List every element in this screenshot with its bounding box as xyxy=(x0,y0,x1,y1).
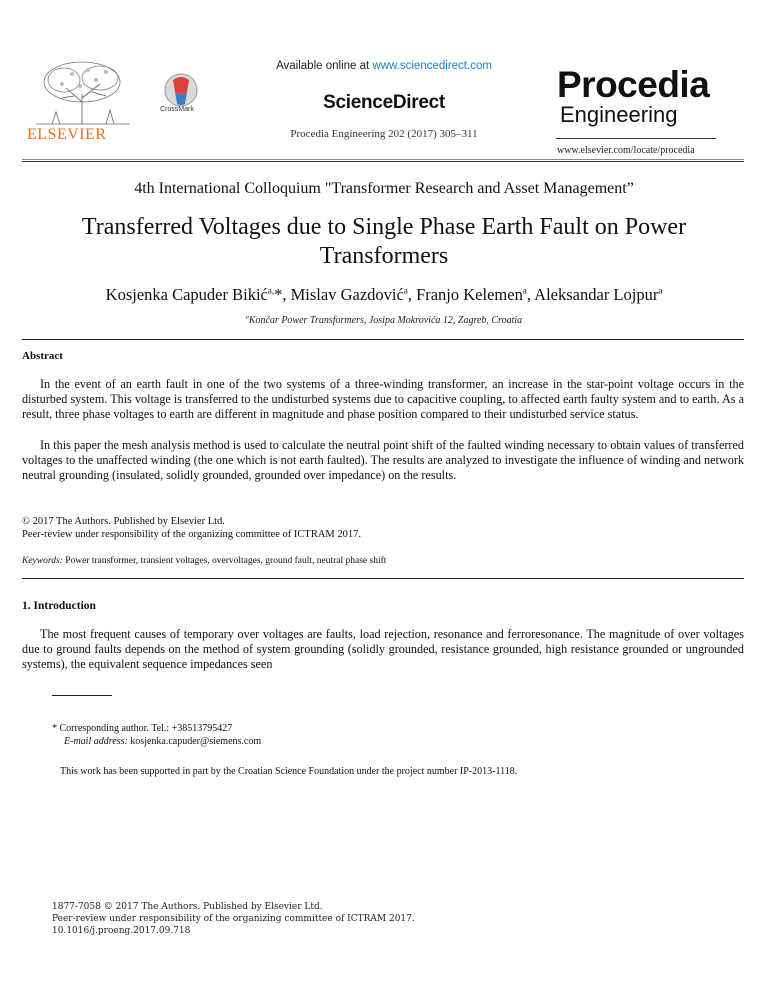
bottom-peer-review: Peer-review under responsibility of the organizing committee of ICTRAM 2017. xyxy=(52,914,415,924)
author-separator: , xyxy=(282,285,291,304)
author-affil-mark: a xyxy=(522,285,527,296)
abstract-paragraph-1: In the event of an earth fault in one of the two systems of a three-winding transformer, an increase in the star-point voltage occurs in the disturbed system. This voltage is transferred to the undisturbed systems due to capacitive coupling, to affected earth faulty system and to earth. As a result, three phase voltages to earth are different in magnitude and phase position compared to their undisturbed service status. xyxy=(22,377,744,422)
elsevier-wordmark: ELSEVIER xyxy=(27,126,107,143)
abstract-bottom-rule xyxy=(22,578,744,579)
email-footnote xyxy=(64,736,261,749)
engineering-wordmark: Engineering xyxy=(560,102,678,127)
journal-reference: Procedia Engineering 202 (2017) 305–311 xyxy=(290,128,478,140)
author-name: Franjo Kelemen xyxy=(416,285,523,304)
crossmark-label: CrossMark xyxy=(160,106,194,113)
peer-review-notice: Peer-review under responsibility of the organizing committee of ICTRAM 2017. xyxy=(22,529,362,540)
funding-footnote: This work has been supported in part by the Croatian Science Foundation under the project number IP-2013-1118. xyxy=(60,766,518,777)
affiliation xyxy=(0,315,768,326)
doi-line[interactable]: 10.1016/j.proeng.2017.09.718 xyxy=(52,926,191,936)
corresponding-star: * xyxy=(274,285,283,304)
author-affil-mark: a xyxy=(403,285,408,296)
author-affil-mark: a xyxy=(658,285,663,296)
procedia-wordmark: Procedia xyxy=(557,64,710,105)
conference-name: 4th International Colloquium "Transformer Research and Asset Management” xyxy=(134,180,634,197)
abstract-paragraph-2: In this paper the mesh analysis method is used to calculate the neutral point shift of the faulted winding necessary to obtain values of transferred voltages to the unaffected winding (the one which is not earth faulted). The results are analyzed to investigate the influence of winding and network neutral grounding (insulated, solidly grounded, grounded over impedance) on the results. xyxy=(22,438,744,483)
footnote-divider xyxy=(52,695,112,696)
abstract-top-rule xyxy=(22,339,744,340)
author-name: Mislav Gazdović xyxy=(290,285,404,304)
sciencedirect-link[interactable]: www.sciencedirect.com xyxy=(372,60,492,72)
email-label: E-mail address: xyxy=(64,736,128,747)
paper-title: Transferred Voltages due to Single Phase Earth Fault on Power Transformers xyxy=(81,214,687,269)
header-divider-top xyxy=(22,159,744,160)
keywords-list: Power transformer, transient voltages, overvoltages, ground fault, neutral phase shift xyxy=(62,556,387,566)
copyright-notice: © 2017 The Authors. Published by Elsevier Ltd. xyxy=(22,516,225,527)
affiliation-text: Končar Power Transformers, Josipa Mokrovića 12, Zagreb, Croatia xyxy=(248,315,523,326)
affiliation-mark: a xyxy=(245,314,249,321)
available-prefix: Available online at xyxy=(276,60,373,72)
keywords-label: Keywords: xyxy=(22,556,63,566)
keywords-line xyxy=(22,556,386,566)
corresponding-author-footnote: * Corresponding author. Tel.: +38513795427 xyxy=(52,723,233,734)
header-divider xyxy=(22,161,744,162)
author-separator: , xyxy=(526,285,535,304)
journal-url[interactable]: www.elsevier.com/locate/procedia xyxy=(557,145,695,156)
author-separator: , xyxy=(407,285,417,304)
issn-line: 1877-7058 © 2017 The Authors. Published by Elsevier Ltd. xyxy=(52,902,323,912)
author-list xyxy=(0,285,768,305)
sciencedirect-wordmark: ScienceDirect xyxy=(323,92,445,113)
email-address[interactable]: kosjenka.capuder@siemens.com xyxy=(127,736,262,747)
journal-logo-divider xyxy=(556,138,716,139)
author-name: Aleksandar Lojpur xyxy=(534,285,659,304)
author-name: Kosjenka Capuder Bikić xyxy=(105,285,268,304)
section-heading: 1. Introduction xyxy=(22,600,96,612)
author-affil-mark: a, xyxy=(267,285,275,296)
introduction-paragraph: The most frequent causes of temporary over voltages are faults, load rejection, resonance and ferroresonance. The magnitude of over voltages due to ground faults depends on the method of system grounding (solidly grounded, resistance grounded, high resistance grounded or ungrounded systems), the equivalent sequence impedances seen xyxy=(22,627,744,672)
abstract-heading: Abstract xyxy=(22,350,63,362)
